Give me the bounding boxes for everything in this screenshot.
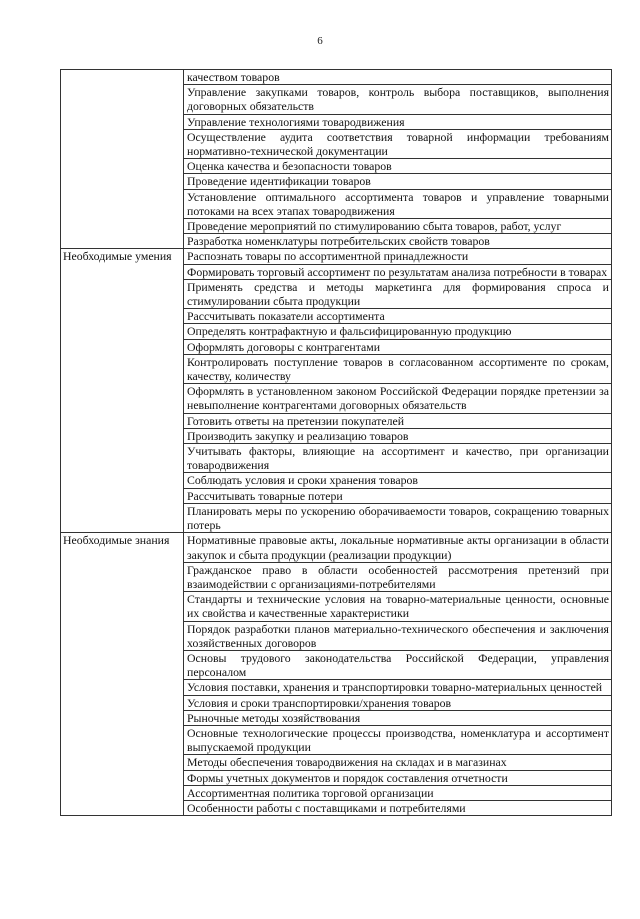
requirement-item: Гражданское право в области особенностей рассмотрения претензий при взаимодействии с организациями-потребителями [184,562,612,591]
table-row [61,249,612,264]
requirement-item: Готовить ответы на претензии покупателей [184,413,612,428]
requirement-item: Проведение мероприятий по стимулированию сбыта товаров, работ, услуг [184,219,612,234]
requirement-item: Условия и сроки транспортировки/хранения товаров [184,695,612,710]
requirement-item: Управление технологиями товародвижения [184,114,612,129]
requirement-item: Планировать меры по ускорению оборачиваемости товаров, сокращению товарных потерь [184,503,612,532]
requirement-item: Осуществление аудита соответствия товарной информации требованиям нормативно-технической документации [184,129,612,158]
requirements-table-body [61,70,612,816]
requirement-item: Основы трудового законодательства Российской Федерации, управления персоналом [184,650,612,679]
requirement-item: Стандарты и технические условия на товарно-материальные ценности, основные их свойства и качественные характеристики [184,592,612,621]
requirements-table [60,69,612,816]
requirement-item: Соблюдать условия и сроки хранения товаров [184,473,612,488]
requirement-item: Проведение идентификации товаров [184,174,612,189]
requirement-item: Управление закупками товаров, контроль выбора поставщиков, выполнения договорных обязательств [184,85,612,114]
requirement-item: Определять контрафактную и фальсифицированную продукцию [184,324,612,339]
requirement-item: Применять средства и методы маркетинга для формирования спроса и стимулировании сбыта продукции [184,279,612,308]
requirement-item: Рассчитывать товарные потери [184,488,612,503]
requirement-item: Разработка номенклатуры потребительских свойств товаров [184,234,612,249]
requirement-item: Основные технологические процессы производства, номенклатура и ассортимент выпускаемой продукции [184,725,612,754]
requirement-item: Оформлять в установленном законом Российской Федерации порядке претензии за невыполнение контрагентами договорных обязательств [184,384,612,413]
requirement-item: Ассортиментная политика торговой организации [184,785,612,800]
page-number: 6 [317,35,323,47]
requirement-item: Формы учетных документов и порядок составления отчетности [184,770,612,785]
section-label: Необходимые знания [63,533,170,548]
table-row [61,70,612,85]
requirement-item: Методы обеспечения товародвижения на складах и в магазинах [184,755,612,770]
requirement-item: Рассчитывать показатели ассортимента [184,309,612,324]
requirement-item: Распознать товары по ассортиментной принадлежности [184,249,612,264]
requirement-item: Установление оптимального ассортимента товаров и управление товарными потоками на всех этапах товародвижения [184,189,612,218]
section-label: Необходимые умения [63,249,172,264]
requirement-item: Рыночные методы хозяйствования [184,710,612,725]
requirement-item: Особенности работы с поставщиками и потребителями [184,800,612,815]
requirement-item: Порядок разработки планов материально-технического обеспечения и заключения хозяйственных договоров [184,621,612,650]
table-row [61,533,612,562]
requirement-item: Условия поставки, хранения и транспортировки товарно-материальных ценностей [184,680,612,695]
requirement-item: качеством товаров [184,70,612,85]
section-label-cell [61,249,184,533]
section-label-cell [61,70,184,249]
requirement-item: Оформлять договоры с контрагентами [184,339,612,354]
requirement-item: Производить закупку и реализацию товаров [184,428,612,443]
requirement-item: Нормативные правовые акты, локальные нормативные акты организации в области закупок и сбыта продукции (реализации продукции) [184,533,612,562]
requirement-item: Оценка качества и безопасности товаров [184,159,612,174]
requirement-item: Учитывать факторы, влияющие на ассортимент и качество, при организации товародвижения [184,444,612,473]
requirement-item: Формировать торговый ассортимент по результатам анализа потребности в товарах [184,264,612,279]
section-label-cell [61,533,184,816]
requirement-item: Контролировать поступление товаров в согласованном ассортименте по срокам, качеству, количеству [184,354,612,383]
